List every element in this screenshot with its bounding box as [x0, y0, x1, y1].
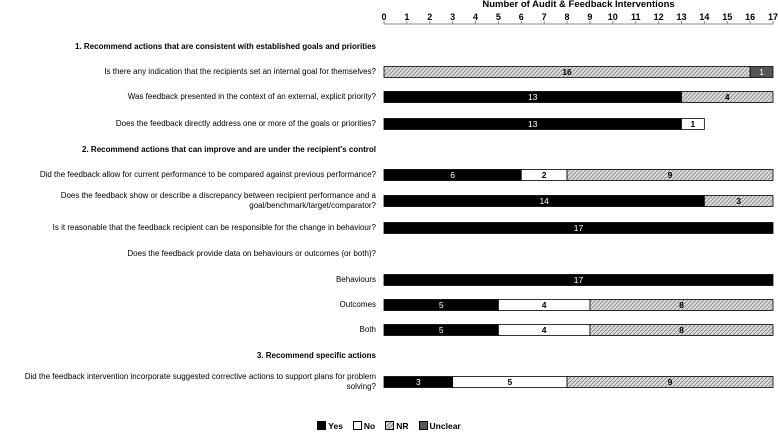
category-label: Does the feedback directly address one or more of the goals or priorities?	[115, 119, 376, 128]
category-label: Is it reasonable that the feedback recipient can be responsible for the change in behaviour?	[52, 223, 376, 232]
x-tick-label: 9	[587, 12, 593, 22]
data-label: 1	[690, 119, 696, 129]
data-label: 9	[667, 170, 673, 180]
data-label: 6	[450, 170, 456, 180]
x-tick-label: 8	[564, 12, 570, 22]
x-tick-label: 16	[745, 12, 756, 22]
data-label: 3	[415, 377, 421, 387]
x-tick-label: 14	[699, 12, 710, 22]
data-label: 14	[539, 196, 549, 206]
data-label: 13	[528, 119, 538, 129]
legend-item-unclear	[419, 421, 461, 431]
data-label: 1	[759, 67, 764, 77]
data-label: 5	[438, 325, 444, 335]
category-label: Was feedback presented in the context of an external, explicit priority?	[127, 92, 376, 101]
x-tick-label: 2	[427, 12, 433, 22]
data-label: 5	[507, 377, 513, 387]
category-label: Both	[359, 325, 376, 334]
x-tick-label: 0	[381, 12, 387, 22]
data-label: 13	[528, 92, 538, 102]
data-label: 4	[541, 325, 547, 335]
x-tick-label: 6	[518, 12, 524, 22]
x-tick-label: 12	[653, 12, 664, 22]
data-label: 8	[679, 325, 684, 335]
x-axis-title: Number of Audit & Feedback Interventions	[482, 0, 675, 10]
legend-label: Unclear	[429, 421, 461, 431]
legend-swatch	[353, 421, 362, 430]
category-label: Does the feedback show or describe a discrepancy between recipient performance and a goal/benchmark/target/comparator?	[60, 191, 376, 210]
legend-item-nr	[385, 421, 408, 431]
legend-label: Yes	[328, 421, 343, 431]
data-label: 8	[679, 300, 684, 310]
category-label: Is there any indication that the recipients set an internal goal for themselves?	[104, 67, 376, 76]
subgroup-label: Does the feedback provide data on behaviours or outcomes (or both)?	[127, 249, 376, 258]
legend-item-no	[353, 421, 375, 431]
data-label: 16	[562, 67, 572, 77]
category-label: Did the feedback allow for current performance to be compared against previous performance?	[39, 170, 376, 179]
category-label: Behaviours	[335, 275, 376, 284]
x-tick-label: 4	[473, 12, 479, 22]
x-tick-label: 7	[541, 12, 547, 22]
x-tick-label: 1	[404, 12, 410, 22]
section-heading: 1. Recommend actions that are consistent with established goals and priorities	[75, 42, 376, 51]
section-heading: 3. Recommend specific actions	[256, 351, 376, 360]
x-tick-label: 5	[495, 12, 501, 22]
legend-swatch	[317, 421, 326, 430]
legend-label: No	[363, 421, 376, 431]
data-label: 9	[667, 377, 673, 387]
legend-item-yes	[317, 421, 343, 431]
x-tick-label: 15	[722, 12, 733, 22]
legend	[0, 421, 778, 431]
data-label: 3	[736, 196, 742, 206]
legend-swatch	[419, 421, 428, 430]
category-label: Outcomes	[339, 300, 376, 309]
data-label: 17	[573, 223, 584, 233]
data-label: 2	[541, 170, 547, 180]
data-label: 4	[724, 92, 730, 102]
data-label: 17	[573, 275, 584, 285]
x-tick-label: 11	[630, 12, 641, 22]
section-heading: 2. Recommend actions that can improve and are under the recipient's control	[82, 145, 376, 154]
x-tick-label: 10	[607, 12, 618, 22]
x-tick-label: 3	[450, 12, 456, 22]
legend-label: NR	[396, 421, 409, 431]
category-label: Did the feedback intervention incorporate suggested corrective actions to support plans for problem solving?	[24, 372, 376, 391]
x-tick-label: 13	[676, 12, 687, 22]
data-label: 4	[541, 300, 547, 310]
data-label: 5	[438, 300, 444, 310]
legend-swatch	[385, 421, 394, 430]
x-tick-label: 17	[767, 12, 778, 22]
